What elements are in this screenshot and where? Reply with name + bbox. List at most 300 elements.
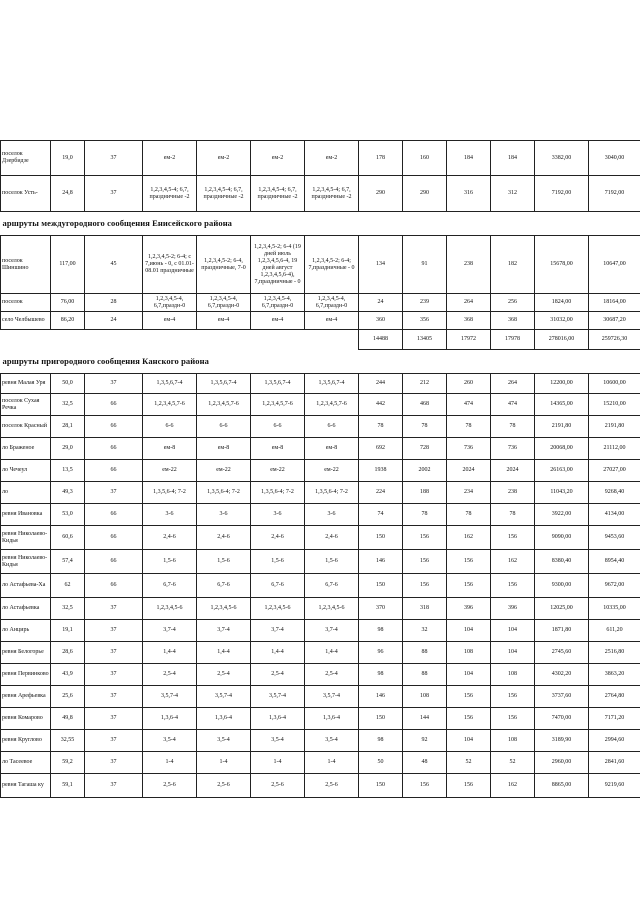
- cell-v1: 8865,00: [535, 774, 589, 798]
- cell-d1: ем-2: [143, 141, 197, 176]
- cell-name: ло Астафьевка: [1, 598, 51, 620]
- total-v2: 259726,30: [589, 330, 640, 350]
- cell-n3: 184: [447, 141, 491, 176]
- cell-name: ревня Первинково: [1, 664, 51, 686]
- cell-d1: 2,5-6: [143, 774, 197, 798]
- cell-d3: ем-22: [251, 460, 305, 482]
- cell-n4: 52: [491, 752, 535, 774]
- cell-v2: 611,20: [589, 620, 640, 642]
- cell-d3: 1,3,5,6,7-4: [251, 374, 305, 394]
- cell-d1: ем-8: [143, 438, 197, 460]
- cell-n1: 96: [359, 642, 403, 664]
- cell-v2: 10335,00: [589, 598, 640, 620]
- cell-d1: 1,3,5,6,7-4: [143, 374, 197, 394]
- table-row: [1, 550, 640, 574]
- cell-d2: 1,2,3,4,5-4, 6,7,праздн-0: [197, 294, 251, 312]
- cell-d4: 6,7-6: [305, 574, 359, 598]
- totals-row: [1, 330, 640, 350]
- cell-name: ревня Ивановка: [1, 504, 51, 526]
- cell-d2: 1,3,5,6-4; 7-2: [197, 482, 251, 504]
- cell-n3: 52: [447, 752, 491, 774]
- cell-name: ло: [1, 482, 51, 504]
- total-n3: 17972: [447, 330, 491, 350]
- cell-seats: 37: [85, 598, 143, 620]
- cell-n1: 150: [359, 526, 403, 550]
- cell-km: 19,0: [51, 141, 85, 176]
- cell-n3: 104: [447, 730, 491, 752]
- cell-seats: 66: [85, 526, 143, 550]
- cell-name: ло Астафьева-Ха: [1, 574, 51, 598]
- cell-name: поселок Красный: [1, 416, 51, 438]
- cell-km: 32,5: [51, 598, 85, 620]
- cell-km: 32,5: [51, 394, 85, 416]
- cell-d2: 3-6: [197, 504, 251, 526]
- cell-n4: 104: [491, 642, 535, 664]
- cell-d3: 6,7-6: [251, 574, 305, 598]
- cell-n4: 156: [491, 708, 535, 730]
- cell-d3: 2,5-6: [251, 774, 305, 798]
- cell-v2: 7171,20: [589, 708, 640, 730]
- cell-d2: 3,5,7-4: [197, 686, 251, 708]
- cell-v2: 4134,00: [589, 504, 640, 526]
- cell-seats: 37: [85, 686, 143, 708]
- table-row: [1, 482, 640, 504]
- table-row: [1, 236, 640, 294]
- table-row: [1, 642, 640, 664]
- cell-v1: 3737,60: [535, 686, 589, 708]
- cell-d4: 1,2,3,4,5,7-6: [305, 394, 359, 416]
- cell-d2: 1,3,6-4: [197, 708, 251, 730]
- cell-d3: 1,2,3,4,5-4, 6,7,праздн-0: [251, 294, 305, 312]
- cell-seats: 66: [85, 574, 143, 598]
- cell-d1: 1,4-4: [143, 642, 197, 664]
- cell-d4: 1,2,3,4,5-6: [305, 598, 359, 620]
- cell-n4: 256: [491, 294, 535, 312]
- cell-n4: 78: [491, 504, 535, 526]
- cell-n1: 98: [359, 620, 403, 642]
- cell-name: ревня Николаево-Кидья: [1, 526, 51, 550]
- table-row: [1, 504, 640, 526]
- cell-name: село Челбышево: [1, 312, 51, 330]
- cell-d1: ем-22: [143, 460, 197, 482]
- cell-name: ревня Арефьевка: [1, 686, 51, 708]
- cell-v1: 4302,20: [535, 664, 589, 686]
- cell-d2: 1-4: [197, 752, 251, 774]
- cell-d1: 6-6: [143, 416, 197, 438]
- cell-v2: 18164,00: [589, 294, 640, 312]
- cell-v2: 2764,80: [589, 686, 640, 708]
- table-row: [1, 438, 640, 460]
- cell-d4: 1,5-6: [305, 550, 359, 574]
- cell-d3: 3-6: [251, 504, 305, 526]
- cell-d1: ем-4: [143, 312, 197, 330]
- cell-n2: 108: [403, 686, 447, 708]
- cell-v1: 3189,90: [535, 730, 589, 752]
- cell-d3: 2,5-4: [251, 664, 305, 686]
- cell-n2: 144: [403, 708, 447, 730]
- cell-n4: 182: [491, 236, 535, 294]
- cell-d3: 2,4-6: [251, 526, 305, 550]
- cell-d3: 3,5-4: [251, 730, 305, 752]
- cell-d1: 1,2,3,4,5-4; 6,7, праздничные -2: [143, 176, 197, 212]
- cell-v2: 10647,00: [589, 236, 640, 294]
- cell-n3: 104: [447, 664, 491, 686]
- cell-n2: 212: [403, 374, 447, 394]
- table-row: [1, 686, 640, 708]
- cell-d4: 2,5-4: [305, 664, 359, 686]
- cell-d1: 1,3,5,6-4; 7-2: [143, 482, 197, 504]
- cell-n2: 160: [403, 141, 447, 176]
- cell-name: ло Анцирь: [1, 620, 51, 642]
- cell-seats: 37: [85, 730, 143, 752]
- cell-n4: 368: [491, 312, 535, 330]
- cell-n2: 156: [403, 550, 447, 574]
- cell-n2: 156: [403, 526, 447, 550]
- cell-v1: 1824,00: [535, 294, 589, 312]
- cell-seats: 37: [85, 176, 143, 212]
- cell-name: ло Чечеул: [1, 460, 51, 482]
- cell-d3: 1,4-4: [251, 642, 305, 664]
- cell-n3: 2024: [447, 460, 491, 482]
- cell-n4: 104: [491, 620, 535, 642]
- cell-d1: 1,3,6-4: [143, 708, 197, 730]
- cell-seats: 24: [85, 312, 143, 330]
- cell-seats: 66: [85, 460, 143, 482]
- cell-d1: 6,7-6: [143, 574, 197, 598]
- cell-n3: 162: [447, 526, 491, 550]
- cell-d4: 3,5-4: [305, 730, 359, 752]
- cell-d1: 3,5,7-4: [143, 686, 197, 708]
- cell-d4: 6-6: [305, 416, 359, 438]
- cell-name: поселок Дзербидзе: [1, 141, 51, 176]
- cell-v1: 12025,00: [535, 598, 589, 620]
- cell-v1: 11043,20: [535, 482, 589, 504]
- cell-v1: 9090,00: [535, 526, 589, 550]
- cell-n3: 156: [447, 574, 491, 598]
- cell-n3: 368: [447, 312, 491, 330]
- cell-v1: 12200,00: [535, 374, 589, 394]
- cell-name: ревня Комарово: [1, 708, 51, 730]
- cell-n3: 156: [447, 774, 491, 798]
- cell-d3: 6-6: [251, 416, 305, 438]
- cell-km: 49,3: [51, 482, 85, 504]
- cell-d2: 1,2,3,4,5,7-6: [197, 394, 251, 416]
- table-row: [1, 294, 640, 312]
- table-row: [1, 774, 640, 798]
- cell-n3: 264: [447, 294, 491, 312]
- cell-km: 32,55: [51, 730, 85, 752]
- cell-d4: ем-8: [305, 438, 359, 460]
- cell-n2: 290: [403, 176, 447, 212]
- cell-d1: 1,2,3,4,5,7-6: [143, 394, 197, 416]
- cell-d4: 1,3,5,6,7-4: [305, 374, 359, 394]
- cell-n1: 178: [359, 141, 403, 176]
- cell-n2: 468: [403, 394, 447, 416]
- section-title: аршруты пригородного сообщения Канского района: [2, 356, 209, 366]
- cell-km: 60,6: [51, 526, 85, 550]
- cell-seats: 66: [85, 394, 143, 416]
- cell-n3: 736: [447, 438, 491, 460]
- cell-d1: 1,2,3,4,5-2; 6-4; с 7,июнь - 0, с 01.01-08.01 праздничные: [143, 236, 197, 294]
- cell-name: ревня Тагаша ку: [1, 774, 51, 798]
- cell-v1: 3382,00: [535, 141, 589, 176]
- cell-seats: 37: [85, 774, 143, 798]
- cell-n2: 91: [403, 236, 447, 294]
- cell-v2: 2841,60: [589, 752, 640, 774]
- cell-v2: 21112,00: [589, 438, 640, 460]
- cell-n2: 78: [403, 504, 447, 526]
- cell-d2: 3,7-4: [197, 620, 251, 642]
- cell-seats: 66: [85, 416, 143, 438]
- cell-name: ревня Николаево-Кидья: [1, 550, 51, 574]
- cell-d2: 1,2,3,4,5-6: [197, 598, 251, 620]
- cell-n1: 146: [359, 686, 403, 708]
- cell-d2: ем-8: [197, 438, 251, 460]
- cell-n4: 238: [491, 482, 535, 504]
- cell-km: 53,0: [51, 504, 85, 526]
- cell-v2: 2191,80: [589, 416, 640, 438]
- cell-n1: 1938: [359, 460, 403, 482]
- cell-name: поселок: [1, 294, 51, 312]
- cell-name: поселок Сухая Речка: [1, 394, 51, 416]
- cell-name: ло Тасеевое: [1, 752, 51, 774]
- cell-d4: ем-4: [305, 312, 359, 330]
- cell-name: ревня Малая Уря: [1, 374, 51, 394]
- cell-v2: 7192,00: [589, 176, 640, 212]
- table-row: [1, 526, 640, 550]
- cell-n4: 156: [491, 686, 535, 708]
- cell-n3: 238: [447, 236, 491, 294]
- cell-v2: 3040,00: [589, 141, 640, 176]
- cell-d3: 1-4: [251, 752, 305, 774]
- cell-v1: 1871,80: [535, 620, 589, 642]
- cell-n3: 108: [447, 642, 491, 664]
- cell-d1: 3,5-4: [143, 730, 197, 752]
- table-row: [1, 176, 640, 212]
- cell-n1: 24: [359, 294, 403, 312]
- cell-v2: 30687,20: [589, 312, 640, 330]
- cell-n1: 224: [359, 482, 403, 504]
- cell-seats: 37: [85, 620, 143, 642]
- cell-n2: 2002: [403, 460, 447, 482]
- cell-seats: 37: [85, 752, 143, 774]
- cell-name: ревня Круглово: [1, 730, 51, 752]
- table-row: [1, 460, 640, 482]
- cell-n4: 264: [491, 374, 535, 394]
- cell-n3: 260: [447, 374, 491, 394]
- cell-d4: ем-22: [305, 460, 359, 482]
- cell-d1: 1,2,3,4,5-4, 6,7,праздн-0: [143, 294, 197, 312]
- cell-n4: 474: [491, 394, 535, 416]
- cell-km: 50,0: [51, 374, 85, 394]
- cell-n4: 736: [491, 438, 535, 460]
- cell-n4: 312: [491, 176, 535, 212]
- cell-v1: 26163,00: [535, 460, 589, 482]
- cell-d2: 2,5-4: [197, 664, 251, 686]
- table-row: [1, 730, 640, 752]
- cell-n3: 78: [447, 504, 491, 526]
- cell-n4: 162: [491, 774, 535, 798]
- cell-n1: 134: [359, 236, 403, 294]
- cell-d2: 6-6: [197, 416, 251, 438]
- cell-n1: 290: [359, 176, 403, 212]
- cell-seats: 37: [85, 708, 143, 730]
- cell-d3: ем-4: [251, 312, 305, 330]
- cell-d1: 1,2,3,4,5-6: [143, 598, 197, 620]
- cell-km: 57,4: [51, 550, 85, 574]
- cell-n3: 156: [447, 708, 491, 730]
- cell-d4: 1,3,6-4: [305, 708, 359, 730]
- table-row: [1, 574, 640, 598]
- cell-n1: 150: [359, 708, 403, 730]
- cell-n4: 156: [491, 526, 535, 550]
- cell-n1: 78: [359, 416, 403, 438]
- cell-d3: 1,2,3,4,5,7-6: [251, 394, 305, 416]
- cell-n1: 150: [359, 574, 403, 598]
- cell-n3: 104: [447, 620, 491, 642]
- cell-km: 28,1: [51, 416, 85, 438]
- cell-d3: 3,5,7-4: [251, 686, 305, 708]
- cell-n1: 98: [359, 730, 403, 752]
- cell-d2: 1,3,5,6,7-4: [197, 374, 251, 394]
- cell-d4: 3-6: [305, 504, 359, 526]
- total-n4: 17978: [491, 330, 535, 350]
- cell-v2: 9219,60: [589, 774, 640, 798]
- cell-km: 25,6: [51, 686, 85, 708]
- cell-d2: 1,2,3,4,5-4; 6,7, праздничные -2: [197, 176, 251, 212]
- cell-d4: 2,5-6: [305, 774, 359, 798]
- cell-v1: 14365,00: [535, 394, 589, 416]
- cell-n1: 442: [359, 394, 403, 416]
- cell-v1: 7192,00: [535, 176, 589, 212]
- cell-n3: 156: [447, 686, 491, 708]
- cell-km: 19,1: [51, 620, 85, 642]
- cell-d2: 3,5-4: [197, 730, 251, 752]
- table-row: [1, 620, 640, 642]
- cell-d3: ем-2: [251, 141, 305, 176]
- cell-n2: 728: [403, 438, 447, 460]
- routes-table: [0, 140, 640, 798]
- cell-d2: 6,7-6: [197, 574, 251, 598]
- cell-seats: 66: [85, 438, 143, 460]
- cell-v2: 10600,00: [589, 374, 640, 394]
- cell-n2: 156: [403, 574, 447, 598]
- cell-d3: ем-8: [251, 438, 305, 460]
- cell-n3: 156: [447, 550, 491, 574]
- section-heading-row: [1, 212, 640, 236]
- cell-d3: 1,5-6: [251, 550, 305, 574]
- section-heading-row: [1, 350, 640, 374]
- cell-n2: 356: [403, 312, 447, 330]
- cell-seats: 66: [85, 550, 143, 574]
- cell-d1: 1-4: [143, 752, 197, 774]
- cell-n1: 244: [359, 374, 403, 394]
- cell-d1: 2,4-6: [143, 526, 197, 550]
- cell-d4: 1,3,5,6-4; 7-2: [305, 482, 359, 504]
- cell-d2: ем-22: [197, 460, 251, 482]
- cell-km: 59,2: [51, 752, 85, 774]
- cell-n3: 396: [447, 598, 491, 620]
- cell-d4: 3,5,7-4: [305, 686, 359, 708]
- cell-v1: 7470,00: [535, 708, 589, 730]
- cell-d2: 2,5-6: [197, 774, 251, 798]
- cell-v1: 2745,60: [535, 642, 589, 664]
- cell-v1: 2960,00: [535, 752, 589, 774]
- cell-km: 43,9: [51, 664, 85, 686]
- cell-seats: 37: [85, 664, 143, 686]
- cell-n1: 150: [359, 774, 403, 798]
- cell-n2: 318: [403, 598, 447, 620]
- cell-d2: 1,4-4: [197, 642, 251, 664]
- cell-d4: 1-4: [305, 752, 359, 774]
- cell-d3: 1,2,3,4,5-4; 6,7, праздничные -2: [251, 176, 305, 212]
- cell-seats: 45: [85, 236, 143, 294]
- cell-d2: ем-4: [197, 312, 251, 330]
- section-title: аршруты междугородного сообщения Енисейского района: [2, 218, 233, 228]
- cell-name: поселок Шиншино: [1, 236, 51, 294]
- cell-d3: 1,3,5,6-4; 7-2: [251, 482, 305, 504]
- cell-v1: 2191,80: [535, 416, 589, 438]
- cell-v2: 8954,40: [589, 550, 640, 574]
- cell-d3: 1,2,3,4,5-6: [251, 598, 305, 620]
- cell-v2: 9268,40: [589, 482, 640, 504]
- cell-d1: 3-6: [143, 504, 197, 526]
- total-v1: 278016,00: [535, 330, 589, 350]
- cell-d4: 1,4-4: [305, 642, 359, 664]
- cell-km: 86,20: [51, 312, 85, 330]
- cell-d2: ем-2: [197, 141, 251, 176]
- cell-n1: 146: [359, 550, 403, 574]
- cell-n4: 108: [491, 664, 535, 686]
- cell-n4: 156: [491, 574, 535, 598]
- cell-v2: 15210,00: [589, 394, 640, 416]
- cell-n4: 184: [491, 141, 535, 176]
- cell-n3: 78: [447, 416, 491, 438]
- cell-name: поселок Усть-: [1, 176, 51, 212]
- routes-sheet: [0, 140, 640, 798]
- total-n1: 14488: [359, 330, 403, 350]
- cell-d4: 1,2,3,4,5-2; 6-4; 7,праздничные - 0: [305, 236, 359, 294]
- cell-n2: 88: [403, 642, 447, 664]
- cell-n2: 156: [403, 774, 447, 798]
- cell-n1: 50: [359, 752, 403, 774]
- table-row: [1, 708, 640, 730]
- cell-km: 62: [51, 574, 85, 598]
- cell-n3: 316: [447, 176, 491, 212]
- table-row: [1, 598, 640, 620]
- table-row: [1, 416, 640, 438]
- cell-d2: 1,5-6: [197, 550, 251, 574]
- cell-n2: 188: [403, 482, 447, 504]
- table-row: [1, 664, 640, 686]
- cell-d4: ем-2: [305, 141, 359, 176]
- cell-km: 49,8: [51, 708, 85, 730]
- cell-d2: 1,2,3,4,5-2; 6-4, праздничные, 7-0: [197, 236, 251, 294]
- cell-n3: 474: [447, 394, 491, 416]
- cell-v1: 3922,00: [535, 504, 589, 526]
- cell-name: ревня Белогорье: [1, 642, 51, 664]
- cell-n1: 98: [359, 664, 403, 686]
- cell-d2: 2,4-6: [197, 526, 251, 550]
- cell-d3: 3,7-4: [251, 620, 305, 642]
- cell-v2: 9453,60: [589, 526, 640, 550]
- table-row: [1, 374, 640, 394]
- cell-d1: 1,5-6: [143, 550, 197, 574]
- cell-v1: 15678,00: [535, 236, 589, 294]
- cell-n3: 234: [447, 482, 491, 504]
- cell-n2: 92: [403, 730, 447, 752]
- table-row: [1, 752, 640, 774]
